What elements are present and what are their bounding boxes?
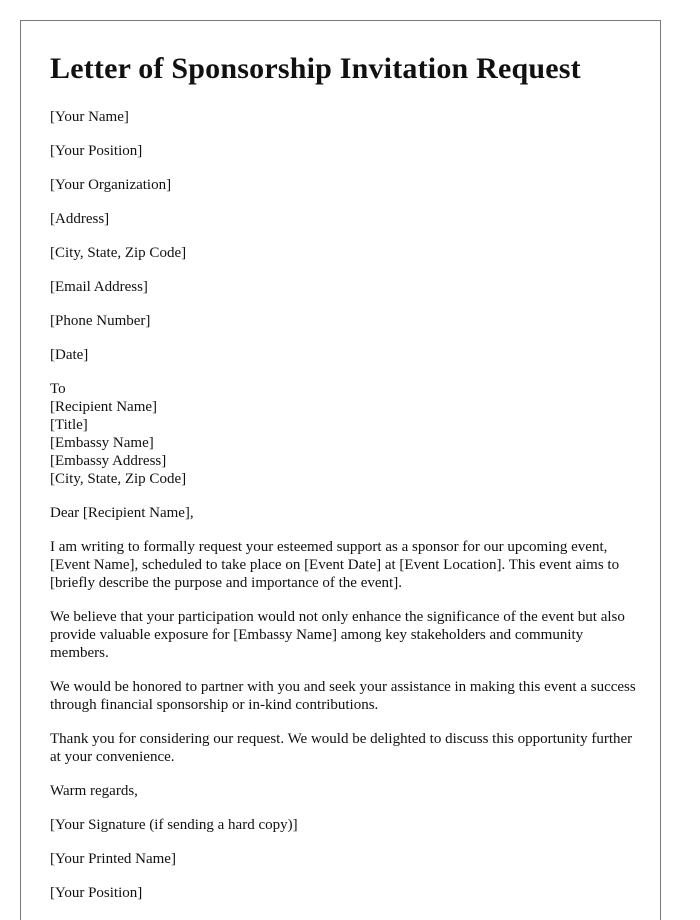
sender-position: [Your Position] <box>50 143 143 159</box>
signature-placeholder: [Your Signature (if sending a hard copy)] <box>50 817 298 833</box>
recipient-name: [Recipient Name] <box>50 399 158 415</box>
recipient-embassy-address: [Embassy Address] <box>50 453 167 469</box>
closing: Warm regards, <box>50 783 138 799</box>
sender-address: [Address] <box>50 211 110 227</box>
letter-page <box>20 20 661 920</box>
sender-organization: [Your Organization] <box>50 177 172 193</box>
recipient-city-state-zip: [City, State, Zip Code] <box>50 471 187 487</box>
sender-phone: [Phone Number] <box>50 313 151 329</box>
letter-date: [Date] <box>50 347 89 363</box>
recipient-title: [Title] <box>50 417 88 433</box>
body-paragraph-2: We believe that your participation would not only enhance the significance of the event but also provide valuable exposure for [Embassy Name] among key stakeholders and community members. <box>50 609 625 661</box>
sender-name: [Your Name] <box>50 109 129 125</box>
sender-email: [Email Address] <box>50 279 148 295</box>
body-paragraph-4: Thank you for considering our request. We would be delighted to discuss this opportunity further at your convenience. <box>50 731 633 765</box>
body-paragraph-1: I am writing to formally request your esteemed support as a sponsor for our upcoming event, [Event Name], scheduled to take place on [Event Date] at [Event Location]. This event aims to [briefly describe the purpose and importance of the event]. <box>50 539 620 591</box>
recipient-embassy-name: [Embassy Name] <box>50 435 154 451</box>
closing-position: [Your Position] <box>50 885 143 901</box>
letter-content <box>50 47 640 918</box>
body-paragraph-3: We would be honored to partner with you and seek your assistance in making this event a success through financial sponsorship or in-kind contributions. <box>50 679 636 713</box>
sender-city-state-zip: [City, State, Zip Code] <box>50 245 187 261</box>
letter-title: Letter of Sponsorship Invitation Request <box>50 52 581 85</box>
salutation: Dear [Recipient Name], <box>50 505 194 521</box>
recipient-to: To <box>50 381 66 397</box>
recipient-block <box>50 380 640 488</box>
printed-name: [Your Printed Name] <box>50 851 176 867</box>
